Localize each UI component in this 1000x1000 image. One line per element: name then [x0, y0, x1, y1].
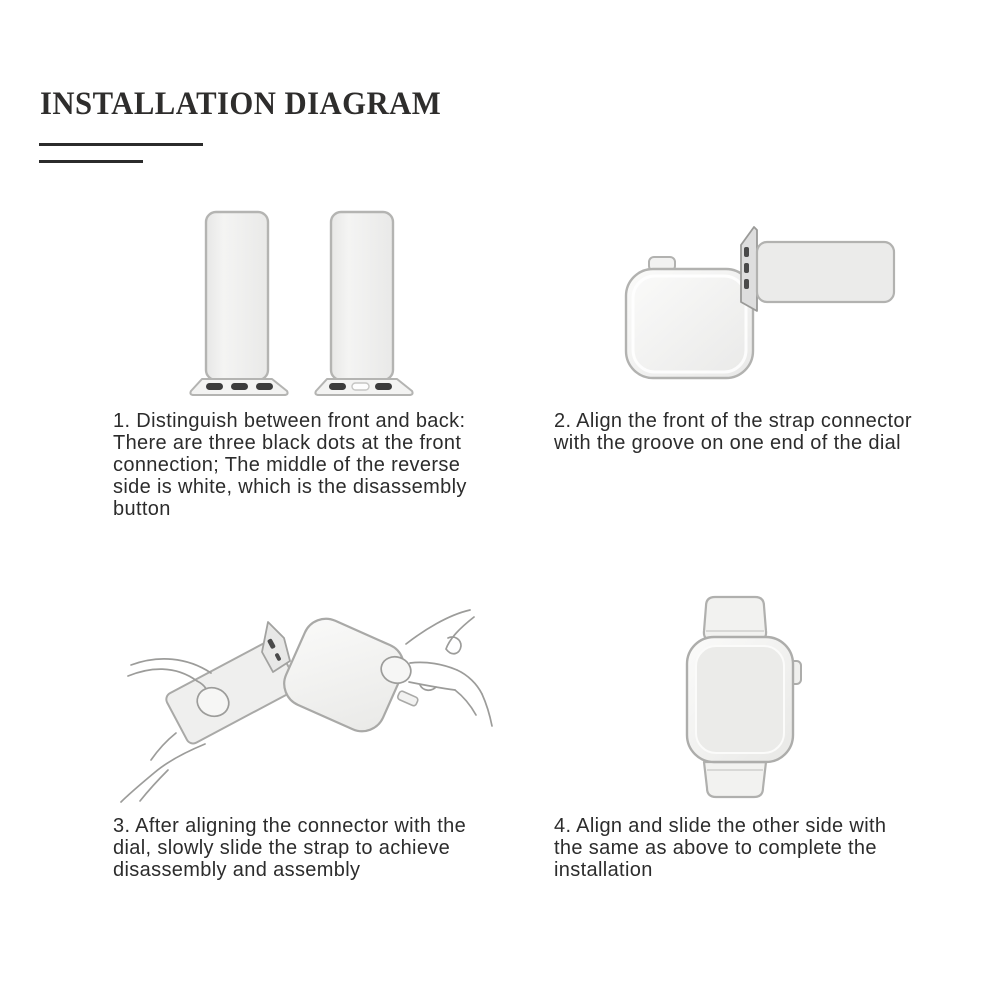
step-2-illustration — [560, 185, 980, 405]
step-1-text — [113, 410, 467, 520]
step-text-line: the same as above to complete the — [554, 837, 877, 859]
front-dot-1 — [206, 383, 223, 390]
step-3-illustration — [100, 580, 500, 815]
front-dot-3 — [256, 383, 273, 390]
side-button-icon — [397, 690, 419, 706]
step-text-line: 1. Distinguish between front and back: — [113, 410, 466, 432]
step-text-line: side is white, which is the disassembly — [113, 476, 467, 498]
step-text-line: button — [113, 498, 171, 520]
back-dot-right — [375, 383, 392, 390]
front-dot-2 — [231, 383, 248, 390]
strap-connector — [741, 227, 757, 311]
step-text-line: connection; The middle of the reverse — [113, 454, 461, 476]
step-text-line: disassembly and assembly — [113, 859, 361, 881]
page-title: INSTALLATION DIAGRAM — [40, 86, 442, 122]
step-text-line: installation — [554, 859, 653, 881]
back-dot-left — [329, 383, 346, 390]
title-underline-short — [39, 160, 143, 163]
right-hand — [378, 610, 492, 726]
step-text-line: There are three black dots at the front — [113, 432, 462, 454]
strap-back — [315, 212, 412, 395]
step-text-line: dial, slowly slide the strap to achieve — [113, 837, 451, 859]
watch-dial-body — [626, 269, 753, 378]
step-text-line: 3. After aligning the connector with the — [113, 815, 467, 837]
watch-screen — [696, 646, 784, 753]
step-text-line: with the groove on one end of the dial — [554, 432, 901, 454]
top-strap — [704, 597, 766, 640]
release-button-white — [352, 383, 369, 390]
step-1-illustration — [140, 190, 460, 405]
bottom-strap — [704, 762, 766, 797]
step-text-line: 4. Align and slide the other side with — [554, 815, 887, 837]
step-2-text — [554, 410, 912, 454]
step-4-illustration — [650, 585, 870, 810]
strap-front — [190, 212, 287, 395]
step-4-text — [554, 815, 886, 881]
step-text-line: 2. Align the front of the strap connector — [554, 410, 912, 432]
strap-horizontal — [757, 242, 894, 302]
step-3-text — [113, 815, 466, 881]
title-underline-long — [39, 143, 203, 146]
